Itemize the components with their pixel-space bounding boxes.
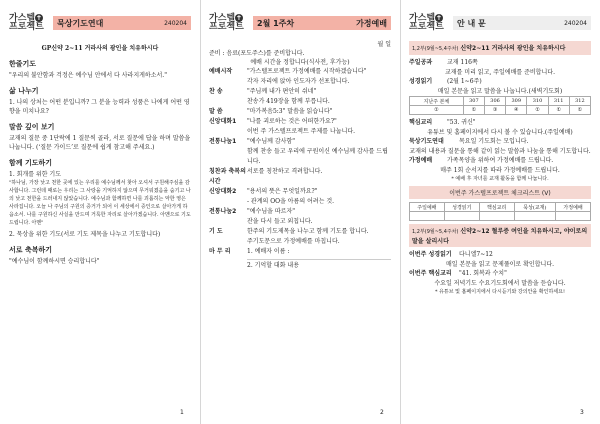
table-cell: 310 (527, 97, 548, 106)
logo (409, 14, 453, 33)
order-row (209, 187, 391, 197)
section-text: "예수님이 함께하시면 승리합니다" (9, 258, 100, 265)
table-cell: 지난주 본체 (410, 97, 464, 106)
logo-text: 프로젝트 (409, 22, 444, 33)
order-key (209, 97, 247, 107)
order-value: - 관계의 OO을 아름의 어려는 것. (247, 198, 335, 205)
table-cell: ① (410, 106, 464, 115)
check-cell[interactable] (556, 212, 591, 221)
band-text: 신약2~11 거라사의 광인을 치유하시다 (460, 45, 566, 52)
order-value: 각자 자리에 앉아 인도자가 선포합니다. (247, 78, 350, 85)
section-heading: 한줄기도 (9, 60, 37, 68)
table-cell: 성경읽기 (444, 203, 479, 212)
order-value: "예수님께 감사함" (247, 138, 295, 145)
order-row (209, 107, 391, 117)
order-row (209, 207, 391, 217)
check-cell[interactable] (514, 212, 556, 221)
verse-title: GP신약 2~11 거라사의 광인을 치유하시다 (41, 45, 159, 52)
checklist-title: 이번주 가스텔프로젝트 체크리스트 (V) (409, 186, 591, 199)
title-bar (253, 16, 391, 30)
order-value: "나를 괴로하는 것은 어떠한가요?" (247, 118, 337, 125)
notice-sub: 매일 본문을 읽고 문제풀이로 확인합니다. (445, 261, 555, 268)
order-key: 칭찬과 축복의 시간 (209, 168, 246, 185)
order-row (209, 117, 391, 127)
order-key: 전통나눔1 (209, 138, 237, 145)
page-title: 묵상기도연대 (57, 18, 104, 28)
order-row (209, 147, 391, 167)
section-text: 1. 나의 상처는 어떤 분입니까? 그 분을 능력과 성품은 나에게 어떤 영향을 미치나요? (9, 99, 190, 115)
logo (209, 14, 253, 33)
order-value: 서로를 칭찬하고 격려합니다. (247, 168, 323, 175)
notice-note: * 유튜브 및 홈페이지에서 다시듣기와 강의안을 확인하세요! (435, 289, 565, 295)
order-key: 전통나눔2 (209, 208, 237, 215)
section-heading: 서로 축복하기 (9, 246, 53, 254)
table-cell: ① (569, 106, 590, 115)
order-row (209, 247, 391, 257)
order-value: 이번 주 가스텔프로젝트 주제를 나눕니다. (247, 128, 356, 135)
notice-note: * 예배 후 자녀를 교재 활동을 함께 나눕니다. (451, 176, 549, 182)
page-header (9, 8, 191, 38)
order-key: 찬 송 (209, 88, 223, 95)
cross-icon: ✝ (236, 13, 243, 22)
section-text: "우리의 불안함과 걱정은 예수님 안에서 다 사라지게하소서." (9, 72, 167, 79)
notice-key: 이번주 성경읽기 (409, 251, 452, 258)
notice-key: 묵상기도연대 (409, 138, 444, 145)
order-value: 주기도문으로 가정예배를 마칩니다. (247, 238, 340, 245)
table-cell: ① (548, 106, 569, 115)
order-row (209, 237, 391, 247)
title-bar (53, 16, 191, 30)
table-cell: 309 (506, 97, 527, 106)
notice-sub: 교재를 미리 읽고, 주일에배를 준비합니다. (445, 69, 555, 76)
memo-box[interactable]: 2. 기억할 대화 내용 (247, 259, 391, 270)
notice-key: 핵심교리 (409, 119, 433, 126)
order-value: 찬송가 419장을 함께 부릅니다. (247, 98, 330, 105)
logo-text: 가스텔 (9, 13, 36, 24)
page-number: 2 (380, 409, 384, 416)
order-value: "가스텔프로젝트 가정예배를 시작하겠습니다" (247, 68, 367, 75)
order-key: 예배시작 (209, 68, 233, 75)
notice-sub: 유튜브 및 홈페이지에서 다시 볼 수 있습니다.(주일예배) (427, 129, 573, 136)
order-key: 마 무 리 (209, 248, 231, 255)
notice-value: "41. 회복과 수치" (459, 270, 507, 277)
order-list (209, 67, 391, 257)
order-value: "예수님을 따르자" (247, 208, 295, 215)
page-3 (400, 0, 600, 424)
notice-value: 목요일 기도회는 모입니다. (459, 138, 529, 145)
page-1 (0, 0, 200, 424)
table-cell: 306 (484, 97, 505, 106)
checklist-table (409, 202, 591, 221)
order-row (209, 67, 391, 77)
section-heading: 말씀 깊이 보기 (9, 123, 55, 131)
notice-value: "53. 귀신" (447, 119, 476, 126)
order-row (209, 167, 391, 187)
table-cell: 307 (463, 97, 484, 106)
check-cell[interactable] (444, 212, 479, 221)
page-number: 1 (180, 409, 184, 416)
page-number: 3 (580, 409, 584, 416)
table-cell: 312 (569, 97, 590, 106)
order-value: 1. 예배자 이름 : (247, 248, 290, 255)
check-cell[interactable] (410, 212, 445, 221)
notice-sub: 수요일 저녁기도 수요기도회에서 말씀을 듣습니다. (434, 280, 566, 287)
order-key (209, 237, 247, 247)
cross-icon: ✝ (436, 13, 443, 22)
order-value: 잔을 다시 들고 외칩니다. (247, 218, 313, 225)
order-key: 신앙대화2 (209, 188, 237, 195)
section-heading: 함께 기도하기 (9, 159, 53, 167)
page-header (409, 8, 591, 38)
notice-key: 가정예배 (409, 157, 433, 164)
logo-text: 가스텔 (409, 13, 436, 24)
notice-value: (2월 1~6주) (447, 78, 482, 85)
order-value: "용서의 뜻은 무엇일까요?" (247, 188, 318, 195)
reading-table (409, 96, 591, 115)
order-row (209, 217, 391, 227)
lesson-band (409, 41, 591, 55)
logo (9, 14, 53, 33)
page-title: 2월 1주차 (257, 18, 295, 28)
order-key (209, 147, 247, 167)
band-label: 1,2부(9월~5,4주차) (412, 229, 459, 235)
date: 240204 (564, 19, 587, 27)
order-row (209, 77, 391, 87)
order-row (209, 127, 391, 137)
cross-icon: ✝ (36, 13, 43, 22)
notice-key: 이번주 핵심교리 (409, 270, 452, 277)
table-cell: 묵상(교재) (514, 203, 556, 212)
order-key (209, 77, 247, 87)
notice-value: 가족목양을 위하여 가정예배를 드립니다. (447, 157, 554, 164)
table-cell: 주일예배 (410, 203, 445, 212)
order-row (209, 137, 391, 147)
date-line: 월 일 (377, 41, 391, 48)
order-row (209, 87, 391, 97)
table-cell: ③ (484, 106, 505, 115)
order-key (209, 127, 247, 137)
notice-key: 성경읽기 (409, 78, 433, 85)
order-row (209, 197, 391, 207)
logo-text: 프로젝트 (209, 22, 244, 33)
table-cell: ① (463, 106, 484, 115)
order-value: "주님께 내가 편안히 쉬네" (247, 88, 317, 95)
table-cell: 핵심교리 (479, 203, 514, 212)
section-heading: 삶 나누기 (9, 87, 39, 95)
order-row (209, 227, 391, 237)
order-value: 한주의 기도제목을 나누고 함께 기도를 합니다. (247, 228, 369, 235)
order-value: 함께 찬송 들고 우리에 구원이신 예수님께 감사를 드립니다. (247, 148, 388, 165)
logo-text: 가스텔 (209, 13, 236, 24)
order-key: 신앙대화1 (209, 118, 237, 125)
notice-sub: 매주 1회 순서지를 따라 가정예배를 드립니다. (440, 167, 560, 174)
page-header (209, 8, 391, 38)
worship-tag: 가정예배 (356, 18, 387, 28)
date: 240204 (164, 19, 187, 27)
table-cell: ④ (506, 106, 527, 115)
order-key (209, 197, 247, 207)
table-cell: 311 (548, 97, 569, 106)
check-cell[interactable] (479, 212, 514, 221)
order-row (209, 97, 391, 107)
section-subheading: 2. 묵상을 위한 기도(서로 기도 제목을 나누고 기도합니다) (9, 231, 161, 238)
order-value: "마가복음5:3" 말씀을 읽습니다" (247, 108, 333, 115)
logo-text: 프로젝트 (9, 22, 44, 33)
title-bar (453, 16, 591, 30)
order-key: 말 씀 (209, 108, 223, 115)
notice-key: 주일공과 (409, 59, 433, 66)
table-cell: 가정예배 (556, 203, 591, 212)
prep-text: 예배 시간을 정합니다(식사전, 후가능) (250, 59, 350, 66)
order-key (209, 217, 247, 227)
page-2 (200, 0, 400, 424)
notice-sub: 매일 본문을 읽고 말씀을 나눕니다.(새벽기도회) (437, 88, 563, 95)
prayer-text: "하나님, 가장 낮고 천한 곳에 있는 우리를 예수님께서 찾아 오셔서 구원해주심을 감사합니다. 그런데 때로는 우리는 그 사랑을 기억하지 않으며 무거워졌음을 숨기고 나의 낮고 천한을 드러내지 않았습니다. 예수님과 함께하면 나를 괴롭히는 악한 영은 사라집니다. 오늘 나 주님의 구원의 증거가 되어 이 세상에서 증인으로 살아가게 하옵소서. 나를 구원하신 사실을 만드며 거룩한 자리로 살아가겠습니다. 아멘으로 기도드립니다. 아멘" (9, 180, 191, 226)
notice-sub: 교재의 내용과 질문을 통해 같이 읽는 말씀과 나눔을 통해 기도합니다. (409, 148, 591, 155)
section-subheading: 1. 회개를 위한 기도 (9, 171, 62, 178)
page-title: 안 내 문 (457, 18, 486, 28)
prep-text: 준비 : 음료(포도주스)를 준비합니다. (209, 50, 305, 57)
section-text: 교재의 질문 중 1단락에 1 질문씩 골라, 서로 질문에 답을 하며 말씀을 나눕니다. (‘질문 가이드’로 질문에 쉽게 참고해 주세요.) (9, 135, 191, 151)
notice-value: 다니엘7~12 (459, 251, 493, 258)
lesson-band (409, 224, 591, 247)
notice-value: 교재 116쪽 (447, 59, 478, 66)
band-text: 신약2~12 혈루증 여인을 치유하시고, 야이로의 딸을 살리시다 (412, 228, 588, 245)
table-cell: ① (527, 106, 548, 115)
order-key: 기 도 (209, 228, 223, 235)
band-label: 1,2부(9월~5,4주차) (412, 46, 459, 52)
